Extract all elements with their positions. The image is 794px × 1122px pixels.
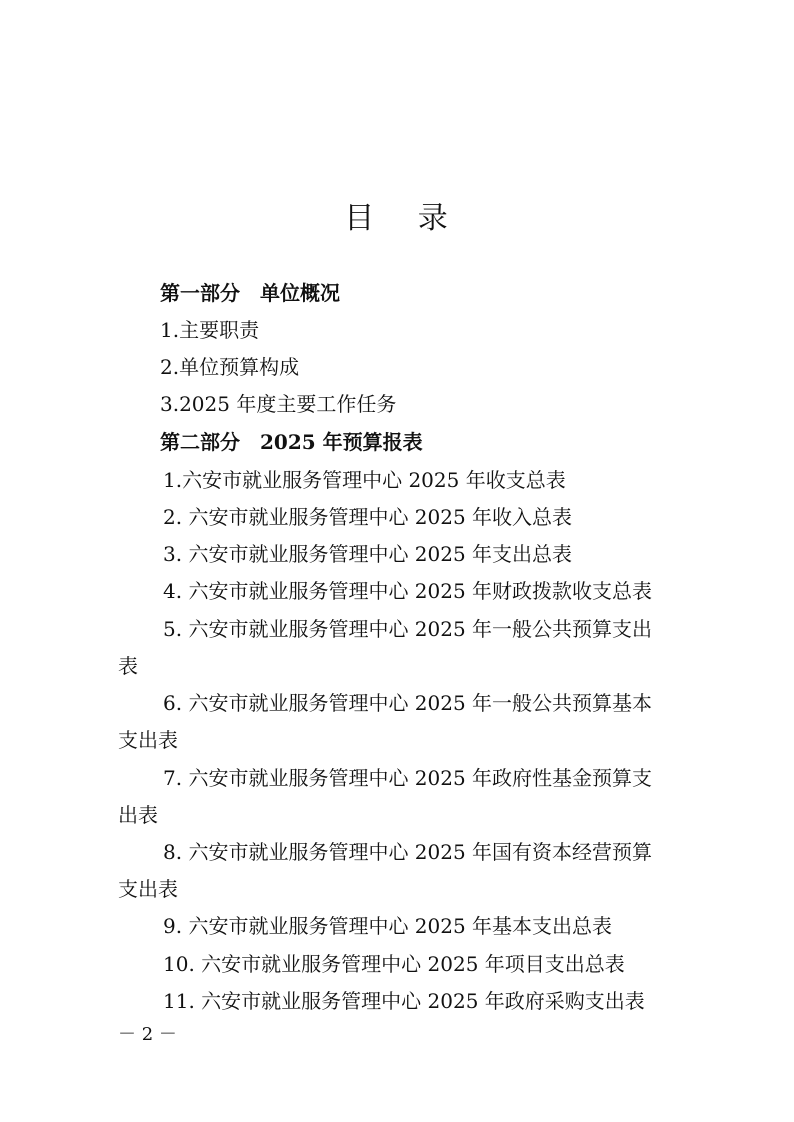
toc-item-continuation: 出表: [118, 803, 158, 827]
toc-item: 7. 六安市就业服务管理中心 2025 年政府性基金预算支: [163, 766, 653, 790]
toc-item: 11. 六安市就业服务管理中心 2025 年政府采购支出表: [163, 989, 645, 1013]
title-char-1: 目: [344, 201, 377, 236]
toc-item: 1.六安市就业服务管理中心 2025 年收支总表: [163, 468, 566, 492]
title-char-2: 录: [417, 201, 450, 236]
toc-item: 3.2025 年度主要工作任务: [160, 392, 397, 416]
section-heading-part2: 第二部分 2025 年预算报表: [160, 430, 423, 454]
toc-item-continuation: 支出表: [118, 728, 178, 752]
toc-item-continuation: 表: [118, 654, 138, 678]
toc-item: 1.主要职责: [160, 318, 260, 342]
toc-item: 4. 六安市就业服务管理中心 2025 年财政拨款收支总表: [163, 579, 653, 603]
toc-item: 8. 六安市就业服务管理中心 2025 年国有资本经营预算: [163, 840, 653, 864]
page-title: [0, 193, 794, 237]
toc-item: 9. 六安市就业服务管理中心 2025 年基本支出总表: [163, 914, 613, 938]
toc-item: 10. 六安市就业服务管理中心 2025 年项目支出总表: [163, 952, 625, 976]
page-number: － 2 －: [118, 1024, 177, 1045]
toc-item: 5. 六安市就业服务管理中心 2025 年一般公共预算支出: [163, 617, 653, 641]
section-heading-part1: 第一部分 单位概况: [160, 281, 340, 305]
toc-item: 6. 六安市就业服务管理中心 2025 年一般公共预算基本: [163, 691, 653, 715]
toc-item-continuation: 支出表: [118, 877, 178, 901]
toc-item: 3. 六安市就业服务管理中心 2025 年支出总表: [163, 542, 573, 566]
toc-item: 2. 六安市就业服务管理中心 2025 年收入总表: [163, 505, 573, 529]
toc-item: 2.单位预算构成: [160, 355, 300, 379]
